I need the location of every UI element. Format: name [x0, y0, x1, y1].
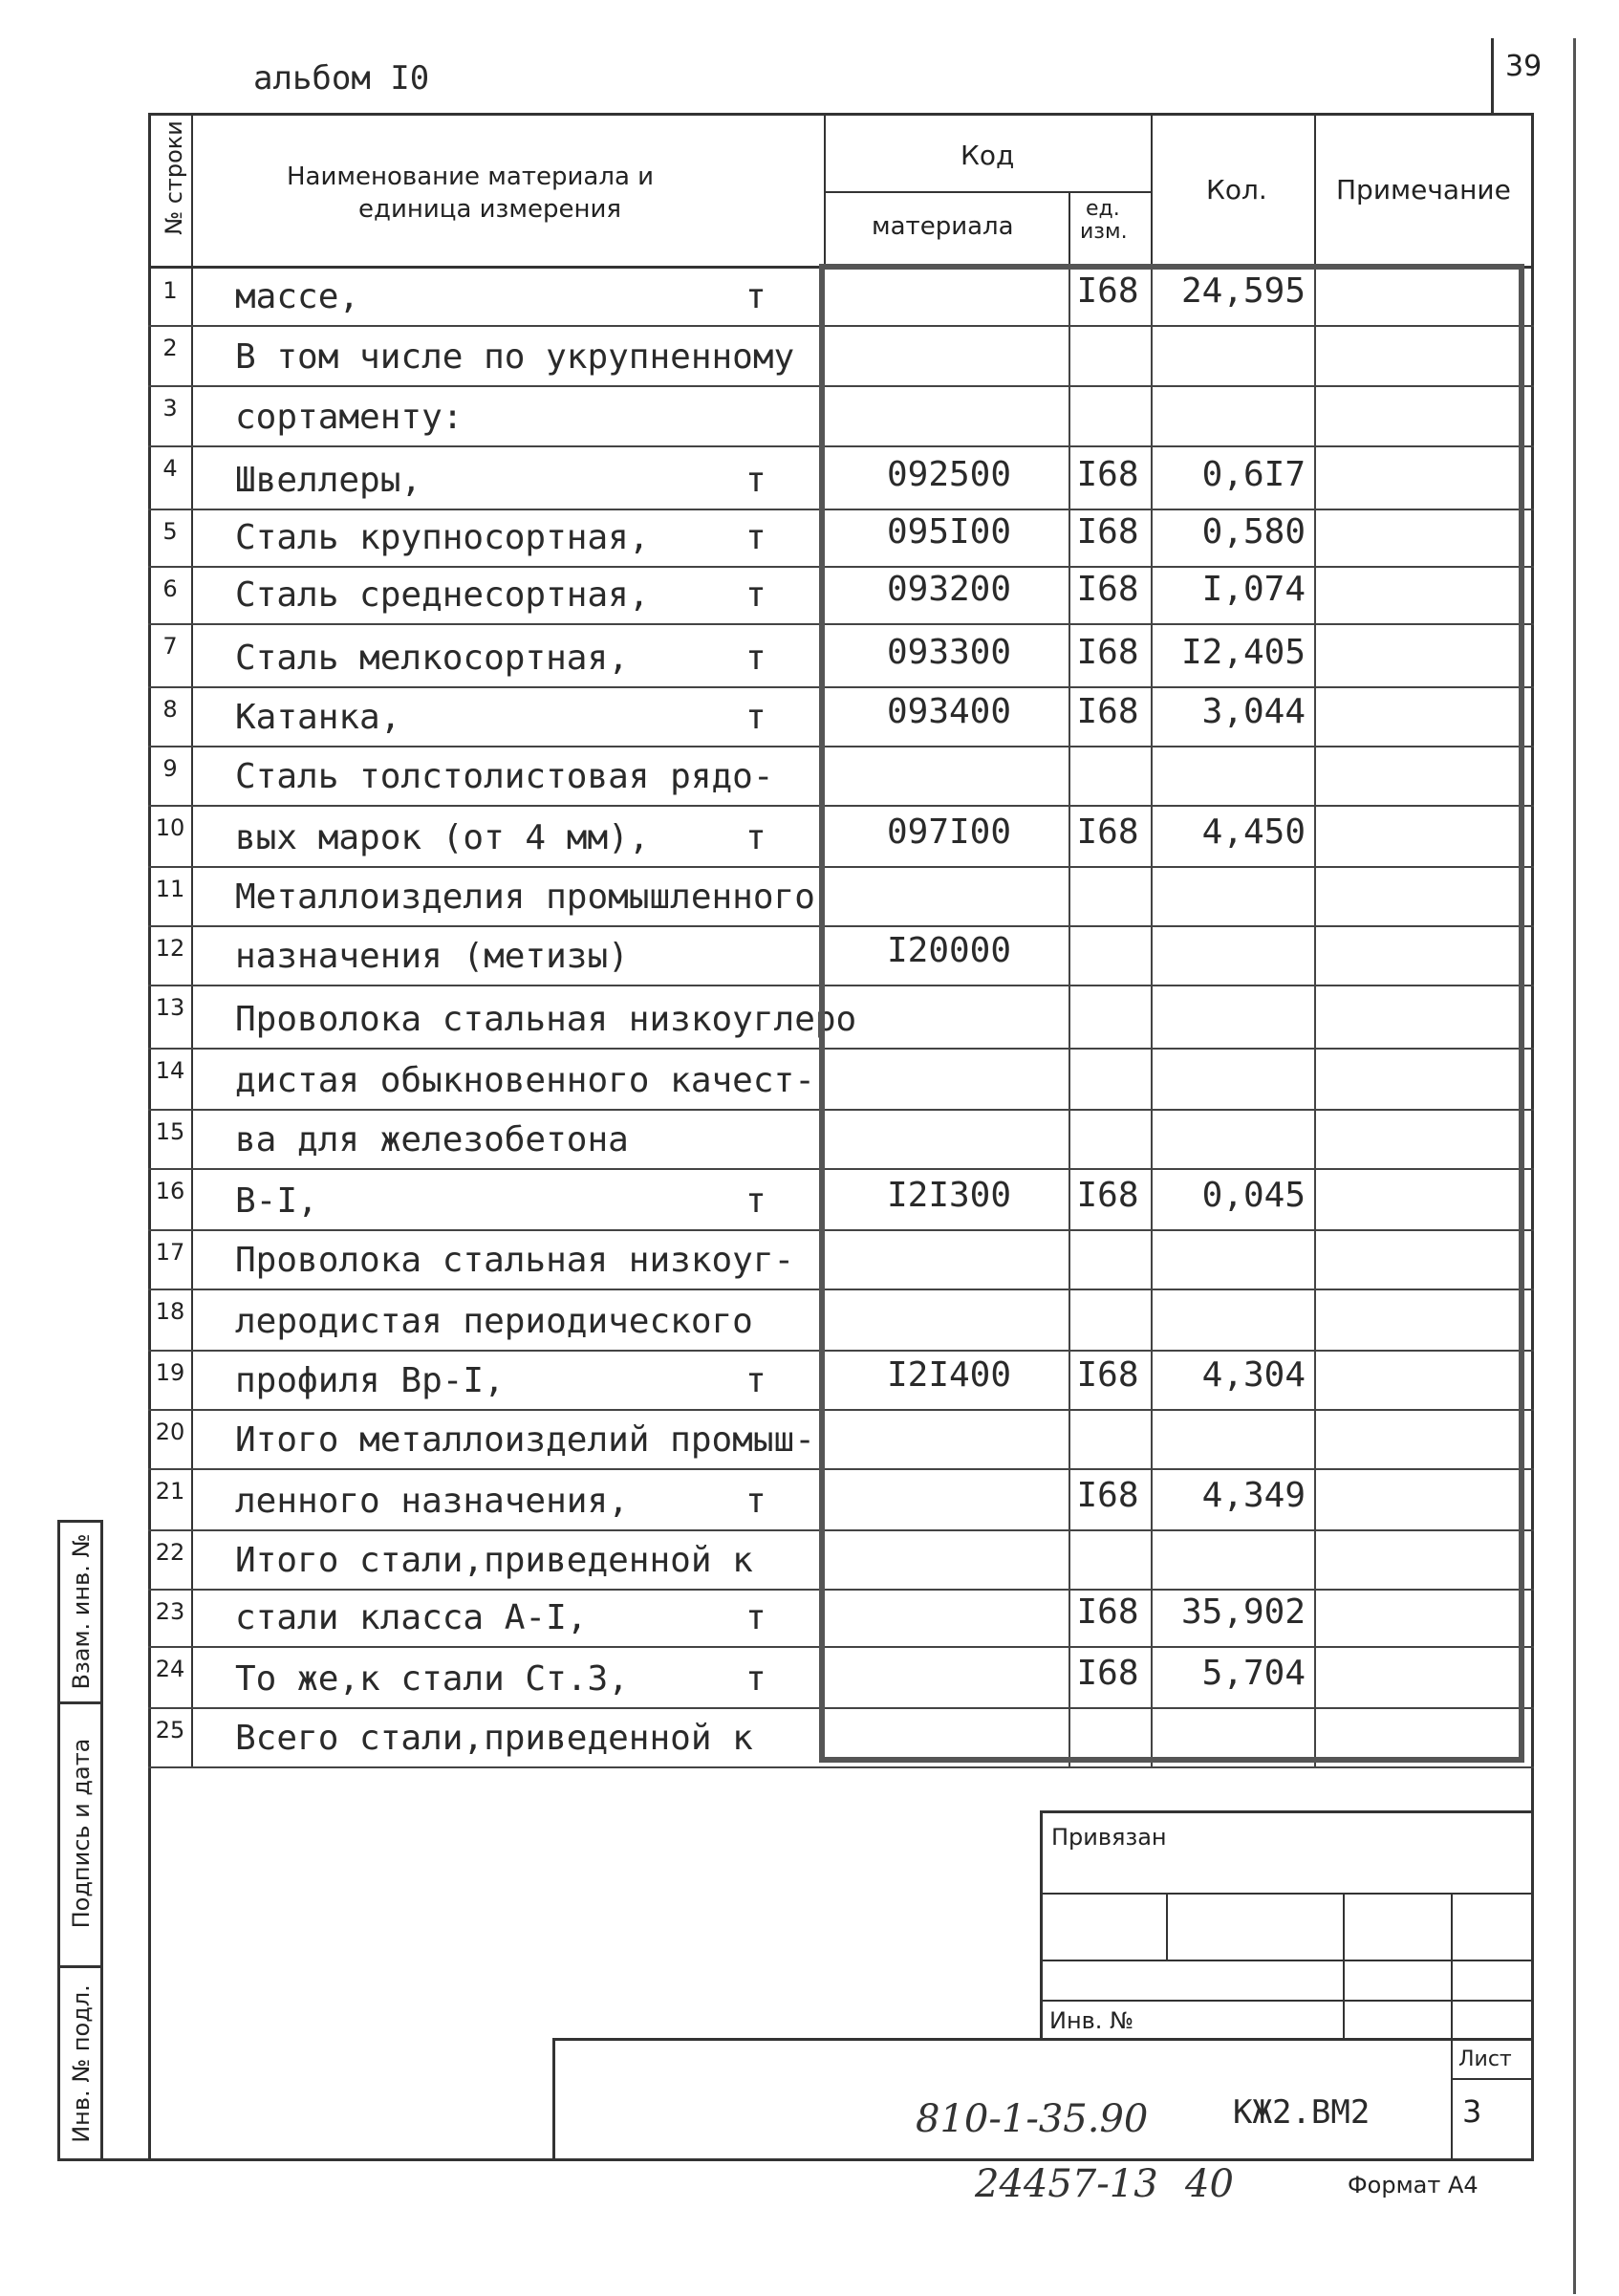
row-quantity: 24,595: [1180, 271, 1306, 311]
row-material-name: Металлоизделия промышленного: [235, 877, 815, 917]
row-unit-code: I68: [1076, 455, 1139, 494]
row-material-name: стали класса А-I,: [235, 1598, 588, 1637]
row-material-name: Швеллеры,: [235, 461, 422, 500]
row-material-code: I20000: [886, 931, 1012, 970]
row-unit-code: I68: [1076, 512, 1139, 552]
row-unit-code: I68: [1076, 812, 1139, 852]
stamp-row2: [1040, 1960, 1534, 1961]
row-number: 19: [155, 1359, 185, 1386]
header-code: Код: [961, 140, 1015, 171]
row-material-name: Проволока стальная низкоуглеро: [235, 1000, 857, 1039]
page-number: 39: [1505, 50, 1543, 83]
header-note: Примечание: [1336, 174, 1511, 206]
row-unit-code: I68: [1076, 1654, 1139, 1693]
row-unit-code: I68: [1076, 1176, 1139, 1215]
row-number: 5: [162, 518, 178, 545]
row-material-code: I2I400: [886, 1355, 1012, 1395]
row-number: 21: [155, 1478, 185, 1505]
row-unit: т: [745, 639, 766, 678]
row-number: 12: [155, 935, 185, 962]
row-unit-code: I68: [1076, 1355, 1139, 1395]
side-strip-div2: [57, 1965, 103, 1968]
row-unit: т: [745, 461, 766, 500]
row-quantity: 4,349: [1201, 1476, 1306, 1515]
row-unit-code: I68: [1076, 692, 1139, 731]
row-quantity: 35,902: [1180, 1592, 1306, 1632]
row-material-code: 093400: [886, 692, 1012, 731]
sheet-value: 3: [1462, 2093, 1482, 2130]
row-number: 13: [155, 994, 185, 1021]
row-unit: т: [745, 1598, 766, 1637]
footer-format: Формат А4: [1348, 2172, 1479, 2199]
row-material-name: дистая обыкновенного качест-: [235, 1061, 815, 1100]
designation-code: КЖ2.ВМ2: [1233, 2093, 1371, 2132]
row-unit: т: [745, 518, 766, 557]
stamp-left: [1040, 1810, 1043, 2040]
header-row-no: № строки: [161, 120, 187, 235]
row-material-code: 093200: [886, 570, 1012, 609]
footer-hand-number: 24457-13: [975, 2162, 1158, 2206]
row-number: 2: [162, 335, 178, 361]
sheet-split-line: [1451, 2078, 1534, 2080]
row-quantity: 0,6I7: [1201, 455, 1306, 494]
header-code-unit-2: изм.: [1080, 220, 1128, 244]
row-unit: т: [745, 1181, 766, 1221]
side-label-signature-date: Подпись и дата: [68, 1738, 95, 1929]
row-unit-code: I68: [1076, 1476, 1139, 1515]
header-name-line2: единица измерения: [358, 195, 622, 224]
row-number: 23: [155, 1598, 185, 1625]
header-code-material: материала: [872, 212, 1014, 241]
stamp-row1: [1040, 1893, 1534, 1895]
row-material-code: 093300: [886, 633, 1012, 672]
row-quantity: I2,405: [1180, 633, 1306, 672]
row-material-name: Катанка,: [235, 698, 401, 737]
stamp-col2: [1343, 1893, 1345, 2040]
row-number: 4: [162, 455, 178, 482]
row-material-name: Сталь толстолистовая рядо-: [235, 757, 774, 796]
row-material-name: Итого металлоизделий промыш-: [235, 1420, 815, 1460]
stamp-row3: [1040, 2000, 1534, 2002]
sheet-label: Лист: [1458, 2047, 1512, 2071]
stamp-col3: [1451, 1893, 1453, 2040]
footer-hand-page: 40: [1185, 2162, 1234, 2206]
data-columns-frame: [819, 264, 1524, 1763]
sheet-col-line: [1451, 2038, 1453, 2160]
side-label-inv-original: Инв. № подл.: [68, 1984, 95, 2143]
row-number: 1: [162, 277, 178, 304]
row-material-name: Сталь среднесортная,: [235, 575, 650, 615]
row-unit-code: I68: [1076, 1592, 1139, 1632]
row-quantity: 3,044: [1201, 692, 1306, 731]
row-number: 9: [162, 755, 178, 782]
header-name-line1: Наименование материала и: [287, 162, 655, 191]
row-quantity: 4,450: [1201, 812, 1306, 852]
row-number: 20: [155, 1419, 185, 1445]
row-unit: т: [745, 818, 766, 857]
row-material-name: назначения (метизы): [235, 937, 629, 976]
row-material-name: Сталь мелкосортная,: [235, 639, 629, 678]
row-quantity: I,074: [1201, 570, 1306, 609]
header-code-unit-1: ед.: [1086, 197, 1120, 221]
row-unit: т: [745, 1482, 766, 1521]
designation-handwritten: 810-1-35.90: [916, 2097, 1149, 2141]
row-material-name: Сталь крупносортная,: [235, 518, 650, 557]
row-material-code: 095I00: [886, 512, 1012, 552]
row-number: 7: [162, 633, 178, 660]
stamp-inv-no: Инв. №: [1049, 2007, 1134, 2034]
row-unit-code: I68: [1076, 271, 1139, 311]
row-number: 22: [155, 1539, 185, 1566]
album-label: альбом I0: [253, 59, 430, 97]
row-material-name: В-I,: [235, 1181, 318, 1221]
row-unit-code: I68: [1076, 570, 1139, 609]
row-number: 6: [162, 575, 178, 602]
row-material-name: сортаменту:: [235, 398, 464, 437]
stamp-lower-top: [552, 2038, 1534, 2041]
stamp-lower-left: [552, 2038, 555, 2160]
row-unit: т: [745, 1361, 766, 1400]
header-qty: Кол.: [1206, 174, 1267, 206]
row-material-name: массе,: [235, 277, 360, 316]
row-material-name: Всего стали,приведенной к: [235, 1719, 753, 1758]
side-strip-left: [57, 1520, 60, 2161]
side-strip-right: [100, 1520, 103, 2161]
row-material-name: В том числе по укрупненному: [235, 337, 795, 377]
row-number: 25: [155, 1717, 185, 1744]
row-material-name: леродистая периодического: [235, 1302, 753, 1341]
stamp-col1: [1166, 1893, 1168, 1961]
row-material-name: профиля Вр-I,: [235, 1361, 505, 1400]
row-quantity: 5,704: [1201, 1654, 1306, 1693]
row-unit: т: [745, 698, 766, 737]
row-number: 8: [162, 696, 178, 723]
row-number: 15: [155, 1118, 185, 1145]
side-label-inv-replace: Взам. инв. №: [68, 1533, 95, 1690]
row-material-code: 092500: [886, 455, 1012, 494]
row-material-name: вых марок (от 4 мм),: [235, 818, 650, 857]
row-quantity: 0,580: [1201, 512, 1306, 552]
row-material-name: Проволока стальная низкоуг-: [235, 1241, 795, 1280]
row-material-name: То же,к стали Ст.3,: [235, 1659, 629, 1699]
frame-bottom: [57, 2158, 1534, 2161]
row-unit: т: [745, 575, 766, 615]
row-number: 17: [155, 1239, 185, 1266]
stamp-top: [1040, 1810, 1534, 1813]
row-unit: т: [745, 277, 766, 316]
row-material-name: ва для железобетона: [235, 1120, 629, 1159]
row-number: 24: [155, 1656, 185, 1682]
row-number: 18: [155, 1298, 185, 1325]
row-number: 10: [155, 814, 185, 841]
row-number: 14: [155, 1057, 185, 1084]
stamp-attached: Привязан: [1051, 1824, 1167, 1851]
row-material-code: 097I00: [886, 812, 1012, 852]
row-material-name: Итого стали,приведенной к: [235, 1541, 753, 1580]
row-number: 3: [162, 395, 178, 422]
row-number: 16: [155, 1178, 185, 1204]
row-quantity: 0,045: [1201, 1176, 1306, 1215]
row-material-name: ленного назначения,: [235, 1482, 629, 1521]
row-separator: [148, 1766, 1534, 1768]
row-unit-code: I68: [1076, 633, 1139, 672]
row-unit: т: [745, 1659, 766, 1699]
row-material-code: I2I300: [886, 1176, 1012, 1215]
row-number: 11: [155, 876, 185, 902]
row-quantity: 4,304: [1201, 1355, 1306, 1395]
